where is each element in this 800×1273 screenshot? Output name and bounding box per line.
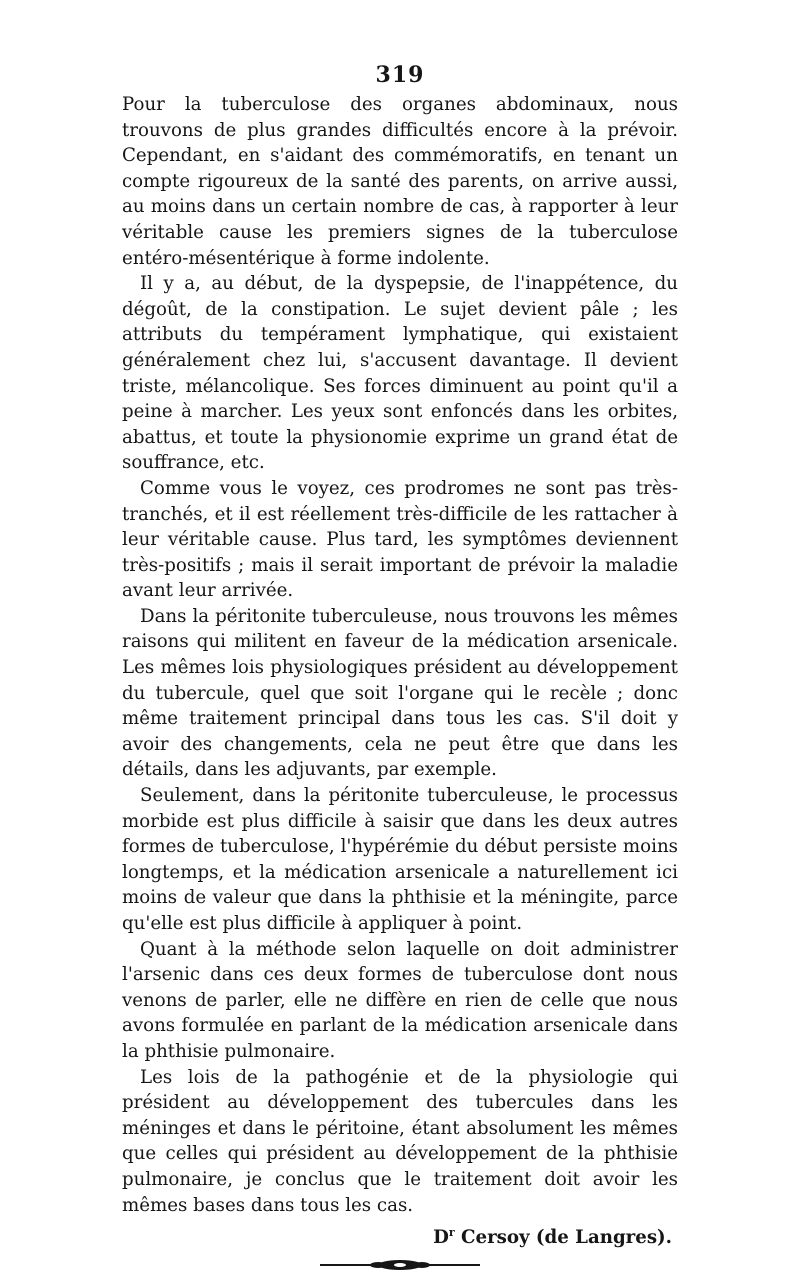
author-name: Cersoy (de Langres). bbox=[461, 1227, 672, 1249]
paragraph-method: Quant à la méthode selon laquelle on doit administrer l'arsenic dans ces deux formes de tuberculose dont nous venons de parler, elle ne diffère en rien de celle que nous avons formulée en parlant de la médication arsenicale dans la phthisie pulmonaire. bbox=[122, 938, 678, 1062]
paragraph-morbid-process: Seulement, dans la péritonite tuberculeuse, le processus morbide est plus difficile à saisir que dans les deux autres formes de tuberculose, l'hypérémie du début persiste moins longtemps, et la médication arsenicale a naturellement ici moins de valeur que dans la phthisie et la méningite, parce qu'elle est plus difficile à appliquer à point. bbox=[122, 785, 678, 934]
end-ornament bbox=[122, 1257, 678, 1273]
author-title: $D^r$ bbox=[433, 1226, 455, 1249]
author-signature bbox=[122, 1220, 678, 1251]
paragraph-prodromes: Comme vous le voyez, ces prodromes ne sont pas très-tranchés, et il est réellement très-difficile de les rattacher à leur véritable cause. Plus tard, les symptômes deviennent très-positifs ; mais il serait important de prévoir la maladie avant leur arrivée. bbox=[122, 477, 678, 602]
document-page bbox=[122, 58, 678, 1273]
page-number: 319 bbox=[375, 62, 425, 88]
paragraph-peritonitis: Dans la péritonite tuberculeuse, nous trouvons les mêmes raisons qui militent en faveur de la médication arsenicale. Les mêmes lois physiologiques président au développement du tubercule, quel que soit l'organe qui le recèle ; donc même traitement principal dans tous les cas. S'il doit y avoir des changements, cela ne peut être que dans les détails, dans les adjuvants, par exemple. bbox=[122, 605, 678, 781]
ornament-rule-icon bbox=[320, 1258, 480, 1272]
paragraph-early-symptoms: Il y a, au début, de la dyspepsie, de l'inappétence, du dégoût, de la constipation. Le sujet devient pâle ; les attributs du tempérament lymphatique, qui existaient généralement chez lui, s'accusent davantage. Il devient triste, mélancolique. Ses forces diminuent au point qu'il a peine à marcher. Les yeux sont enfoncés dans les orbites, abattus, et toute la physionomie exprime un grand état de souffrance, etc. bbox=[122, 273, 678, 474]
paragraph-abdominal-tuberculosis: Pour la tuberculose des organes abdominaux, nous trouvons de plus grandes difficultés encore à la prévoir. Cependant, en s'aidant des commémoratifs, en tenant un compte rigoureux de la santé des parents, on arrive aussi, au moins dans un certain nombre de cas, à rapporter à leur véritable cause les premiers signes de la tuberculose entéro-mésentérique à forme indolente. bbox=[122, 94, 678, 269]
paragraph-conclusion: Les lois de la pathogénie et de la physiologie qui président au développement des tubercules dans les méninges et dans le péritoine, étant absolument les mêmes que celles qui président au développement de la phthisie pulmonaire, je conclus que le traitement doit avoir les mêmes bases dans tous les cas. bbox=[122, 1066, 678, 1216]
